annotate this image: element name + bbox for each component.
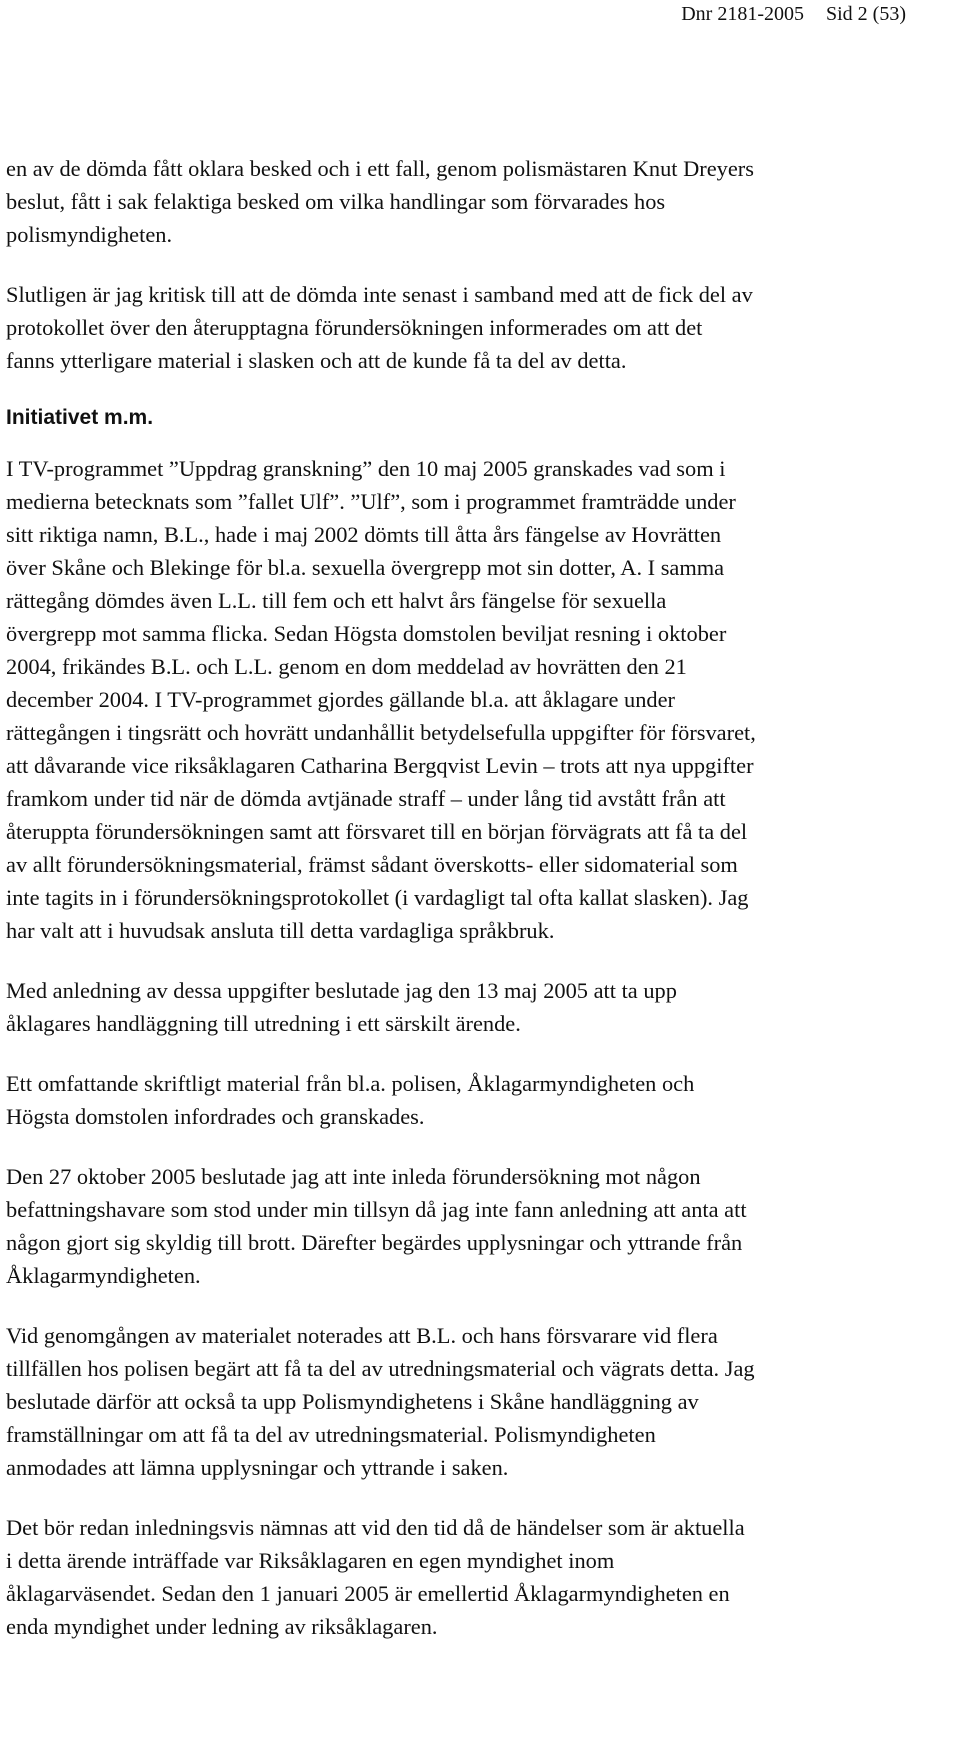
paragraph-4: Med anledning av dessa uppgifter beslutade jag den 13 maj 2005 att ta upp åklagares handläggning till utredning i ett särskilt ärende.	[6, 978, 677, 1036]
paragraph-7: Vid genomgången av materialet noterades att B.L. och hans försvarare vid flera tillfällen hos polisen begärt att få ta del av utredningsmaterial och vägrats detta. Jag beslutade därför att också ta upp Polismyndighetens i Skåne handläggning av framställningar om att få ta del av utredningsmaterial. Polismyndigheten anmodades att lämna upplysningar och yttrande i saken.	[6, 1323, 755, 1480]
paragraph-8: Det bör redan inledningsvis nämnas att vid den tid då de händelser som är aktuella i detta ärende inträffade var Riksåklagaren en egen myndighet inom åklagarväsendet. Sedan den 1 januari 2005 är emellertid Åklagarmyndigheten en enda myndighet under ledning av riksåklagaren.	[6, 1515, 745, 1639]
document-number: Dnr 2181-2005	[681, 3, 804, 25]
document-body	[6, 152, 906, 1670]
paragraph-6: Den 27 oktober 2005 beslutade jag att inte inleda förundersökning mot någon befattningshavare som stod under min tillsyn då jag inte fann anledning att anta att någon gjort sig skyldig till brott. Därefter begärdes upplysningar och yttrande från Åklagarmyndigheten.	[6, 1164, 747, 1288]
page-number: Sid 2 (53)	[826, 3, 906, 25]
paragraph-1: en av de dömda fått oklara besked och i ett fall, genom polismästaren Knut Dreyers beslut, fått i sak felaktiga besked om vilka handlingar som förvarades hos polismyndigheten.	[6, 156, 754, 247]
paragraph-3: I TV-programmet ”Uppdrag granskning” den 10 maj 2005 granskades vad som i medierna betecknats som ”fallet Ulf”. ”Ulf”, som i programmet framträdde under sitt riktiga namn, B.L., hade i maj 2002 dömts till åtta års fängelse av Hovrätten över Skåne och Blekinge för bl.a. sexuella övergrepp mot sin dotter, A. I samma rättegång dömdes även L.L. till fem och ett halvt års fängelse för sexuella övergrepp mot samma flicka. Sedan Högsta domstolen beviljat resning i oktober 2004, frikändes B.L. och L.L. genom en dom meddelad av hovrätten den 21 december 2004. I TV-programmet gjordes gällande bl.a. att åklagare under rättegången i tingsrätt och hovrätt undanhållit betydelsefulla uppgifter för försvaret, att dåvarande vice riksåklagaren Catharina Bergqvist Levin – trots att nya uppgifter framkom under tid när de dömda avtjänade straff – under lång tid avstått från att återuppta förundersökningen samt att försvaret till en början förvägrats att få ta del av allt förundersökningsmaterial, främst sådant överskotts- eller sidomaterial som inte tagits in i förundersökningsprotokollet (i vardagligt tal ofta kallat slasken). Jag har valt att i huvudsak ansluta till detta vardagliga språkbruk.	[6, 456, 756, 943]
page-header	[681, 2, 906, 26]
paragraph-2: Slutligen är jag kritisk till att de dömda inte senast i samband med att de fick del av protokollet över den återupptagna förundersökningen informerades om att det fanns ytterligare material i slasken och att de kunde få ta del av detta.	[6, 282, 753, 373]
paragraph-5: Ett omfattande skriftligt material från bl.a. polisen, Åklagarmyndigheten och Högsta domstolen infordrades och granskades.	[6, 1071, 695, 1129]
section-heading: Initiativet m.m.	[6, 406, 154, 429]
